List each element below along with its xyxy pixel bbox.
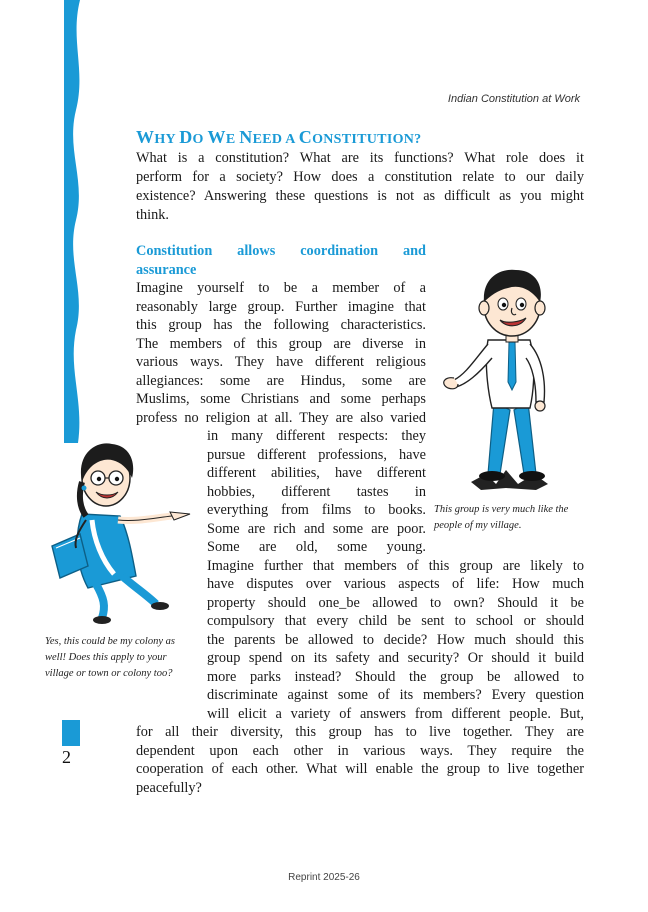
body-line: various ways. They have different religious [136, 354, 426, 370]
title-part: EED A [252, 132, 299, 147]
title-letter: C [298, 127, 313, 147]
section-heading: assurance [136, 262, 197, 278]
body-line: Imagine yourself to be a member of a [136, 280, 426, 296]
caption-line: well! Does this apply to your [45, 652, 167, 663]
intro-line: What is a constitution? What are its functions? What role does it [136, 150, 584, 166]
boy-caption [434, 502, 588, 534]
body-line: property should one_be allowed to own? Should it be [207, 595, 584, 611]
body-line: the parents be allowed to decide? How much should this [207, 632, 584, 648]
page-number: 2 [62, 747, 71, 767]
body-line: allegiances: some are Hindus, some are [136, 373, 426, 389]
body-line: will elicit a variety of answers from different people. But, [207, 706, 584, 722]
body-line: group spend on its safety and security? Or should it build [207, 650, 584, 666]
intro-line: existence? Answering these questions is not as difficult as you might [136, 188, 584, 204]
body-line: different abilities, have different [207, 465, 426, 481]
title-part: HY [154, 132, 180, 147]
body-line: The members of this group are diverse in [136, 336, 426, 352]
body-line: hobbies, different tastes in [207, 484, 426, 500]
body-line: Muslims, some Christians and some perhaps [136, 391, 426, 407]
title-letter: W [136, 127, 155, 147]
body-line: peacefully? [136, 780, 202, 796]
body-line: dependent upon each other in various ways. They require the [136, 743, 584, 759]
body-line: in many different respects: they [207, 428, 426, 444]
running-head: Indian Constitution at Work [447, 93, 580, 105]
title-letter: D [179, 127, 193, 147]
body-line: profess no religion at all. They are also varied [136, 410, 426, 426]
title-part: ONSTITUTION? [312, 132, 422, 147]
boy-illustration [436, 262, 586, 498]
girl-illustration [44, 436, 204, 626]
section-heading: Constitution allows coordination and [136, 243, 426, 259]
body-line: cooperation of each other. What will enable the group to live together [136, 761, 584, 777]
caption-line: people of my village. [434, 520, 522, 531]
body-line: Some are old, some young. [207, 539, 426, 555]
caption-line: This group is very much like the [434, 504, 569, 515]
body-line: everything from films to books. [207, 502, 426, 518]
body-line: Imagine further that members of this group are likely to [207, 558, 584, 574]
body-line: for all their diversity, this group has to live together. They are [136, 724, 584, 740]
body-line: more parks instead? Should the group be allowed to [207, 669, 584, 685]
intro-line: think. [136, 207, 169, 223]
body-line: pursue different professions, have [207, 447, 426, 463]
intro-line: perform for a society? How does a constitution relate to our daily [136, 169, 584, 185]
body-line: compulsory that every child be sent to school or should [207, 613, 584, 629]
caption-line: Yes, this could be my colony as [45, 636, 175, 647]
body-line: have disputes over various aspects of life: How much [207, 576, 584, 592]
caption-line: village or town or colony too? [45, 668, 173, 679]
body-line: discriminate against some of its members? Every question [207, 687, 584, 703]
chapter-title [136, 127, 421, 148]
girl-caption [45, 634, 193, 682]
reprint-footer: Reprint 2025-26 [288, 872, 360, 883]
title-part: E [225, 132, 240, 147]
body-line: Some are rich and some are poor. [207, 521, 426, 537]
title-part: O [192, 132, 208, 147]
title-letter: W [207, 127, 226, 147]
body-line: this group has the following characteristics. [136, 317, 426, 333]
title-letter: N [239, 127, 253, 147]
body-line: reasonably large group. Further imagine that [136, 299, 426, 315]
